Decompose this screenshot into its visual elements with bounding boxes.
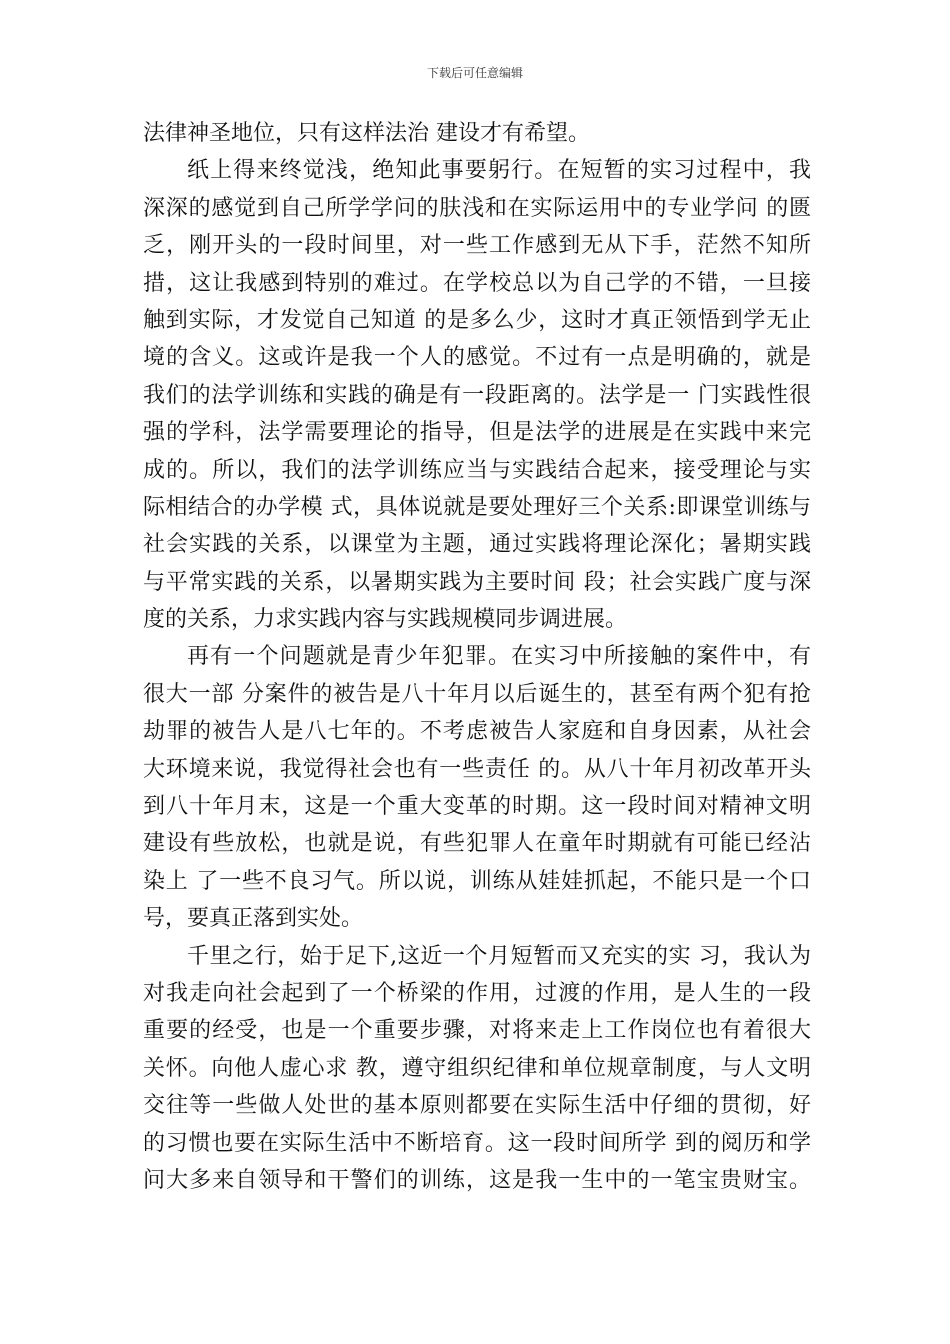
- text-line: 问大多来自领导和干警们的训练，这是我一生中的一笔宝贵财宝。: [143, 1167, 811, 1193]
- text-line: 强的学科，法学需要理论的指导，但是法学的进展是在实践中来完: [143, 420, 811, 446]
- text-line: 大环境来说，我觉得社会也有一些责任 的。从八十年月初改革开头: [143, 756, 811, 782]
- paragraph-first-line: 千里之行，始于足下,这近一个月短暂而又充实的实 习，我认为: [187, 943, 811, 969]
- text-line: 的习惯也要在实际生活中不断培育。这一段时间所学 到的阅历和学: [143, 1130, 811, 1156]
- text-line: 交往等一些做人处世的基本原则都要在实际生活中仔细的贯彻，好: [143, 1093, 811, 1119]
- text-line: 到八十年月末，这是一个重大变革的时期。这一段时间对精神文明: [143, 794, 811, 820]
- text-line: 对我走向社会起到了一个桥梁的作用，过渡的作用，是人生的一段: [143, 980, 811, 1006]
- text-line: 我们的法学训练和实践的确是有一段距离的。法学是一 门实践性很: [143, 382, 811, 408]
- body-text: [143, 115, 811, 1199]
- text-line: 措，这让我感到特别的难过。在学校总以为自己学的不错，一旦接: [143, 270, 811, 296]
- text-line: 号，要真正落到实处。: [143, 906, 364, 932]
- text-line: 乏，刚开头的一段时间里，对一些工作感到无从下手，茫然不知所: [143, 233, 811, 259]
- text-line: 际相结合的办学模 式，具体说就是要处理好三个关系:即课堂训练与: [143, 494, 811, 520]
- paragraph-first-line: 再有一个问题就是青少年犯罪。在实习中所接触的案件中，有: [187, 644, 811, 670]
- text-line: 深深的感觉到自己所学学问的肤浅和在实际运用中的专业学问 的匮: [143, 195, 811, 221]
- text-line: 境的含义。这或许是我一个人的感觉。不过有一点是明确的，就是: [143, 345, 811, 371]
- text-line: 建设有些放松，也就是说，有些犯罪人在童年时期就有可能已经沾: [143, 831, 811, 857]
- text-line: 染上 了一些不良习气。所以说，训练从娃娃抓起，不能只是一个口: [143, 868, 811, 894]
- paragraph-first-line: 纸上得来终觉浅，绝知此事要躬行。在短暂的实习过程中，我: [187, 158, 811, 184]
- text-line: 触到实际，才发觉自己知道 的是多么少，这时才真正领悟到学无止: [143, 307, 811, 333]
- text-line: 很大一部 分案件的被告是八十年月以后诞生的，甚至有两个犯有抢: [143, 681, 811, 707]
- text-line: 劫罪的被告人是八七年的。不考虑被告人家庭和自身因素，从社会: [143, 719, 811, 745]
- page-header: 下载后可任意编辑: [426, 66, 523, 80]
- text-line: 重要的经受，也是一个重要步骤，对将来走上工作岗位也有着很大: [143, 1018, 811, 1044]
- text-line: 关怀。向他人虚心求 教，遵守组织纪律和单位规章制度，与人文明: [143, 1055, 811, 1081]
- text-line: 法律神圣地位，只有这样法治 建设才有希望。: [143, 121, 590, 146]
- text-line: 度的关系，力求实践内容与实践规模同步调进展。: [143, 607, 628, 633]
- text-line: 成的。所以，我们的法学训练应当与实践结合起来，接受理论与实: [143, 457, 811, 483]
- text-line: 与平常实践的关系，以暑期实践为主要时间 段；社会实践广度与深: [143, 569, 811, 595]
- text-line: 社会实践的关系，以课堂为主题，通过实践将理论深化；暑期实践: [143, 532, 811, 558]
